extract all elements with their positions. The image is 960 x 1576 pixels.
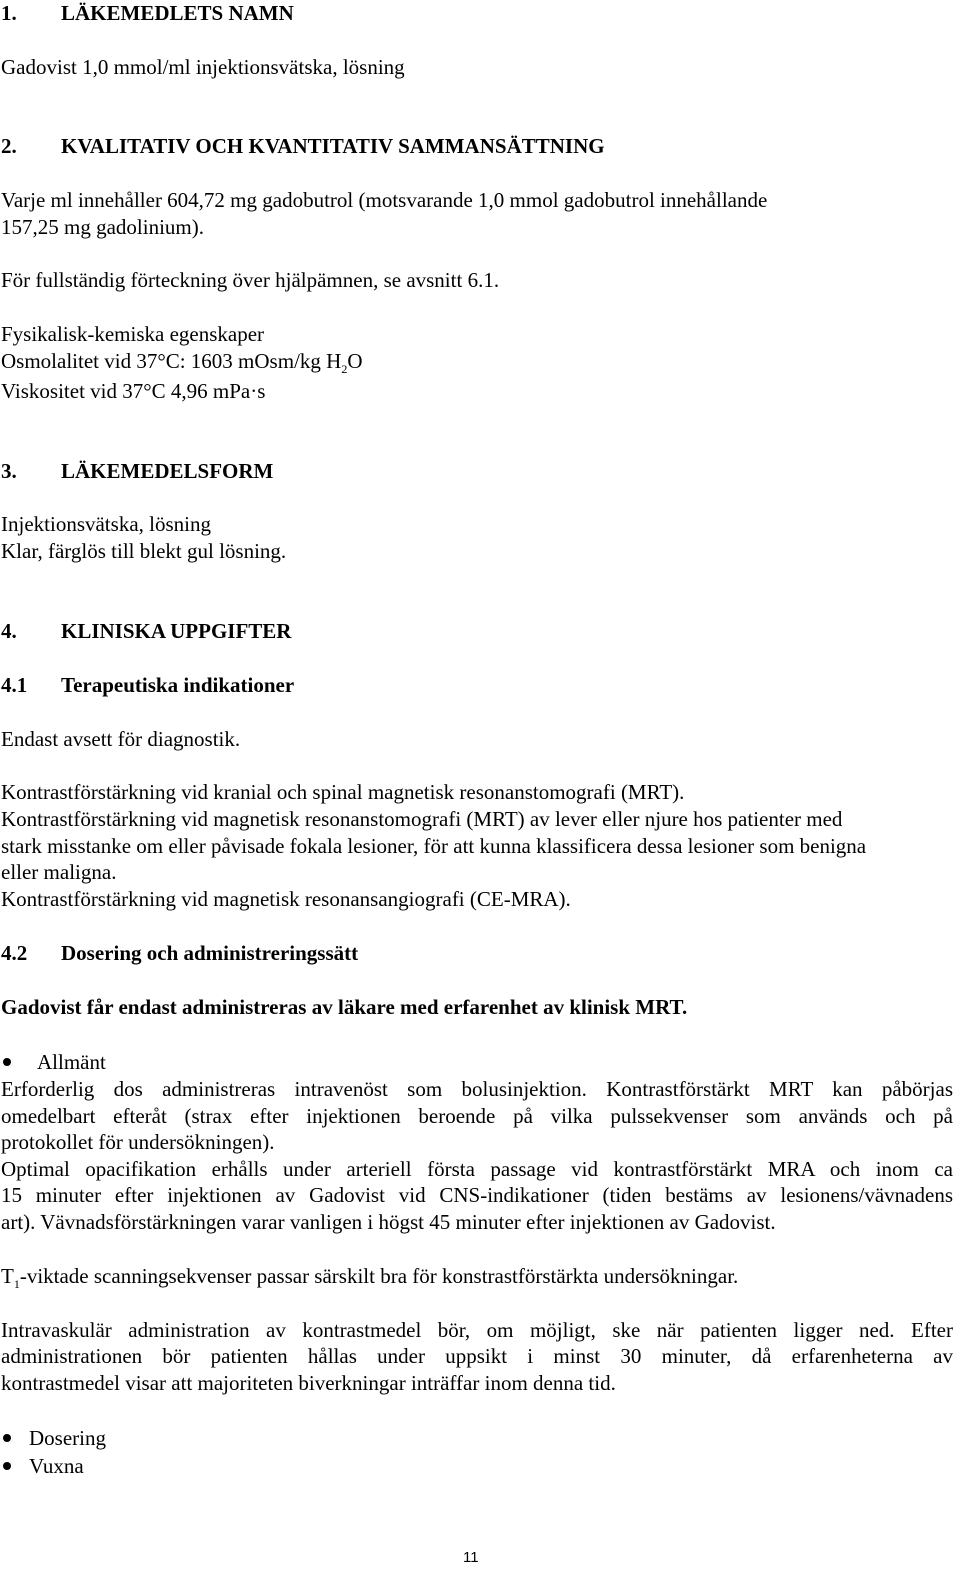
section-3-heading: [1, 458, 273, 485]
bullet-general: [1, 1049, 106, 1076]
form-line-1: Injektionsvätska, lösning: [1, 512, 211, 536]
t1-letter: T: [1, 1264, 14, 1288]
indication-line-3: Kontrastförstärkning vid magnetisk resonanstomografi (MRT) av lever eller njure hos patienter med: [1, 807, 843, 831]
osmolality-text: Osmolalitet vid 37°C: 1603 mOsm/kg H: [1, 349, 342, 373]
section-4-2-number: 4.2: [1, 941, 28, 965]
section-2-title: KVALITATIV OCH KVANTITATIV SAMMANSÄTTNING: [61, 134, 605, 158]
bullet-icon: [3, 1462, 11, 1470]
indication-line-5: eller maligna.: [1, 860, 117, 884]
bullet-dosing-label: Dosering: [29, 1426, 106, 1450]
bullet-adults: [1, 1453, 84, 1480]
product-name: Gadovist 1,0 mmol/ml injektionsvätska, lösning: [1, 55, 405, 79]
bullet-dosing: [1, 1425, 106, 1452]
bullet-icon: [3, 1434, 11, 1442]
section-2-number: 2.: [1, 134, 17, 158]
section-4-1-title: Terapeutiska indikationer: [61, 673, 295, 697]
section-3-number: 3.: [1, 459, 17, 483]
section-1-title: LÄKEMEDLETS NAMN: [61, 1, 294, 25]
general-p3-line-2: administrationen bör patienten hållas under uppsikt i minst 30 minuter, då erfarenheterna av: [1, 1344, 953, 1368]
general-p2-line-1: Optimal opacifikation erhålls under arteriell första passage vid kontrastförstärkt MRA och inom ca: [1, 1157, 953, 1181]
general-p1-line-2: omedelbart efteråt (strax efter injektionen beroende på vilka pulssekvenser som används och på: [1, 1104, 953, 1128]
bullet-icon: [3, 1058, 11, 1066]
t1-weighted-line: [1, 1263, 738, 1298]
osmolality-suffix: O: [347, 349, 363, 373]
section-2-heading: [1, 133, 605, 160]
bullet-general-label: Allmänt: [37, 1050, 106, 1074]
section-4-heading: [1, 618, 291, 645]
section-4-1-number: 4.1: [1, 673, 28, 697]
t1-text: -viktade scanningsekvenser passar särskilt bra för konstrastförstärkta undersökningar.: [19, 1264, 739, 1288]
bullet-adults-label: Vuxna: [29, 1454, 84, 1478]
section-4-number: 4.: [1, 619, 17, 643]
section-4-2-heading: [1, 940, 358, 967]
general-p2-line-2: 15 minuter efter injektionen av Gadovist vid CNS-indikationer (tiden bestäms av lesionens/vävnadens: [1, 1183, 953, 1207]
page-number: 11: [463, 1549, 479, 1566]
physchem-title: Fysikalisk-kemiska egenskaper: [1, 322, 265, 346]
indication-line-4: stark misstanke om eller påvisade fokala lesioner, för att kunna klassificera dessa lesioner som benigna: [1, 834, 867, 858]
indication-line-6: Kontrastförstärkning vid magnetisk resonansangiografi (CE-MRA).: [1, 887, 571, 911]
general-p2-line-3: art). Vävnadsförstärkningen varar vanligen i högst 45 minuter efter injektionen av Gadovist.: [1, 1210, 776, 1234]
administration-warning: Gadovist får endast administreras av läkare med erfarenhet av klinisk MRT.: [1, 995, 688, 1019]
section-4-2-title: Dosering och administreringssätt: [61, 941, 359, 965]
osmolality-subscript: 2: [341, 362, 348, 377]
general-p3-line-3: kontrastmedel visar att majoriteten biverkningar inträffar inom denna tid.: [1, 1371, 616, 1395]
section-4-1-heading: [1, 672, 294, 699]
section-1-number: 1.: [1, 1, 17, 25]
section-1-heading: [1, 0, 294, 27]
general-p1-line-1: Erforderlig dos administreras intravenöst som bolusinjektion. Kontrastförstärkt MRT kan påbörjas: [1, 1077, 953, 1101]
section-3-title: LÄKEMEDELSFORM: [61, 459, 274, 483]
composition-line-1: Varje ml innehåller 604,72 mg gadobutrol (motsvarande 1,0 mmol gadobutrol innehållande: [1, 188, 768, 212]
composition-line-2: 157,25 mg gadolinium).: [1, 215, 204, 239]
indication-line-1: Endast avsett för diagnostik.: [1, 727, 241, 751]
viscosity-line: Viskositet vid 37°C 4,96 mPa·s: [1, 379, 266, 403]
t1-subscript: 1: [13, 1277, 20, 1292]
excipients-reference: För fullständig förteckning över hjälpämnen, se avsnitt 6.1.: [1, 268, 500, 292]
form-line-2: Klar, färglös till blekt gul lösning.: [1, 539, 287, 563]
general-p3-line-1: Intravaskulär administration av kontrastmedel bör, om möjligt, ske när patienten ligger ned. Efter: [1, 1318, 953, 1342]
indication-line-2: Kontrastförstärkning vid kranial och spinal magnetisk resonanstomografi (MRT).: [1, 780, 685, 804]
general-p1-line-3: protokollet för undersökningen).: [1, 1130, 275, 1154]
section-4-title: KLINISKA UPPGIFTER: [61, 619, 292, 643]
